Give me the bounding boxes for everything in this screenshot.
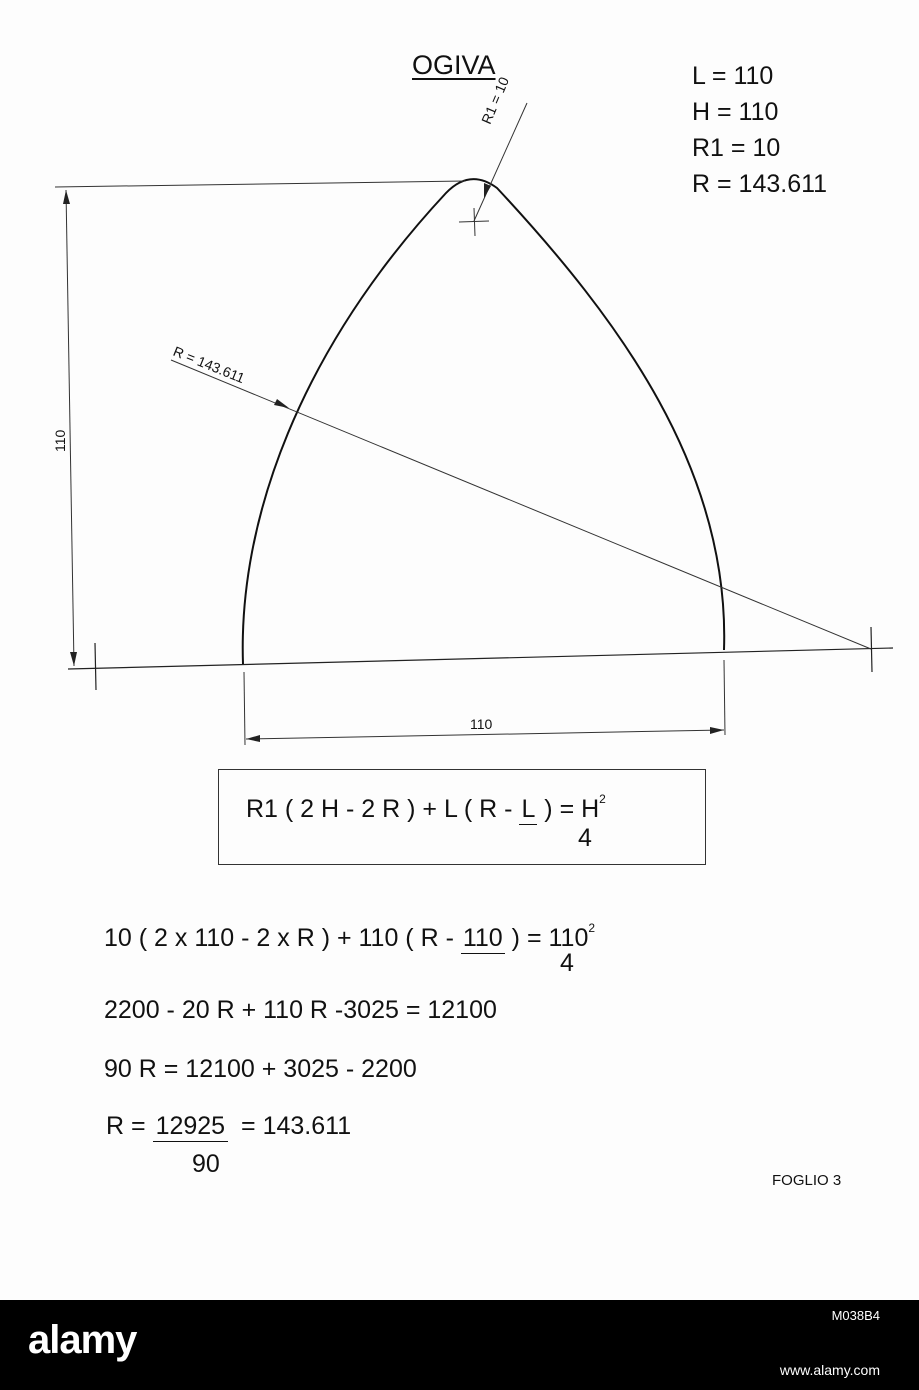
arc-radius-label: R = 143.611 (171, 343, 248, 387)
param-length: L = 110 (692, 62, 774, 90)
tip-center-cross-v (474, 208, 475, 236)
step1-fraction (461, 924, 505, 954)
step4-fraction (153, 1112, 229, 1142)
width-arrow-right (710, 727, 724, 734)
width-extension-left (244, 672, 245, 745)
step4-denominator: 90 (192, 1150, 220, 1178)
formula-denominator: 4 (578, 824, 592, 852)
height-extension-line (55, 181, 465, 187)
step1-exponent: 2 (588, 921, 596, 935)
stock-logo: alamy (28, 1318, 137, 1362)
step-line-1 (104, 921, 595, 954)
step1-numerator: 110 (462, 924, 503, 952)
tip-radius-label: R1 = 10 (478, 74, 513, 127)
step-line-2: 2200 - 20 R + 110 R -3025 = 12100 (104, 996, 497, 1024)
param-height: H = 110 (692, 98, 779, 126)
stock-image-id: M038B4 (831, 1308, 880, 1323)
step4-rhs: = 143.611 (241, 1112, 352, 1140)
param-tip-radius: R1 = 10 (692, 134, 781, 162)
step1-denominator: 4 (560, 949, 574, 977)
step1-part1: 10 ( 2 x 110 - 2 x R ) + 110 ( R - (104, 924, 454, 952)
width-arrow-left (246, 735, 260, 742)
step-line-4 (106, 1112, 351, 1142)
height-arrow-bottom (70, 652, 77, 666)
stock-url: www.alamy.com (779, 1362, 880, 1378)
sheet-number: FOGLIO 3 (772, 1172, 842, 1189)
formula-exponent: 2 (599, 792, 606, 806)
formula-part2: ) = H (544, 795, 600, 823)
main-formula (246, 792, 606, 825)
step1-part2: ) = 110 (511, 924, 589, 952)
ogive-outline (243, 179, 725, 664)
step4-numerator: 12925 (155, 1112, 226, 1140)
drawing-title: OGIVA (412, 50, 496, 80)
center-cross-vertical (871, 627, 872, 672)
height-dimension-label: 110 (52, 429, 68, 452)
param-arc-radius: R = 143.611 (692, 170, 828, 198)
arc-radius-arrow (274, 399, 289, 408)
step-line-3: 90 R = 12100 + 3025 - 2200 (104, 1055, 417, 1083)
base-tick-left (95, 643, 96, 690)
formula-fraction (519, 795, 537, 825)
formula-part1: R1 ( 2 H - 2 R ) + L ( R - (246, 795, 513, 823)
stock-footer (0, 1300, 919, 1390)
height-arrow-top (63, 190, 70, 204)
formula-numerator: L (521, 795, 536, 823)
base-line (68, 648, 893, 669)
step4-lhs: R = (106, 1112, 146, 1140)
width-extension-right (724, 660, 725, 735)
height-dimension-line (66, 190, 74, 666)
width-dimension-label: 110 (470, 716, 493, 732)
parameter-list (692, 58, 827, 202)
